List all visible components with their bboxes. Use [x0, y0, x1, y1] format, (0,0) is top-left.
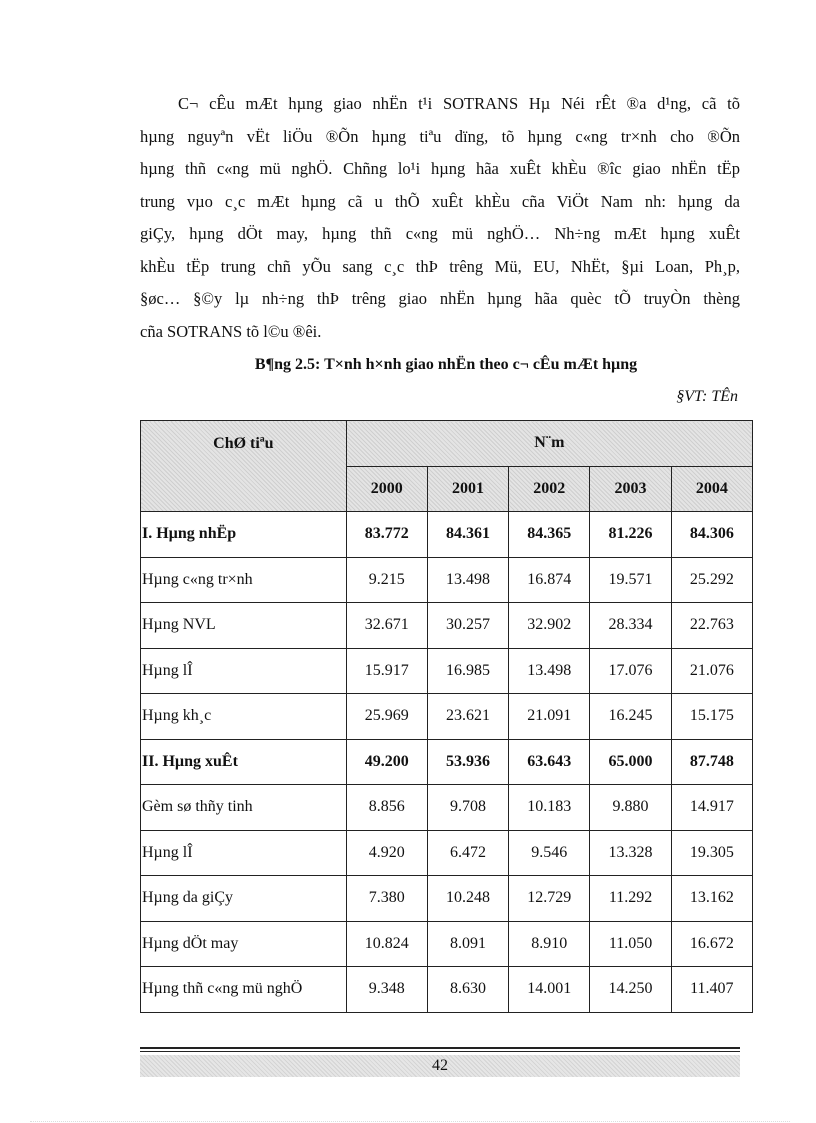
cell-value: 6.472 [427, 830, 508, 876]
header-year-group: N¨m [346, 421, 752, 467]
paragraph-line: hµng thñ c«ng mü nghÖ. Chñng lo¹i hµng hãa xuÊt khÈu ®îc giao nhËn tËp [140, 159, 740, 178]
cell-value: 11.407 [671, 967, 752, 1013]
table-row [141, 785, 753, 831]
cell-value: 16.874 [509, 557, 590, 603]
table-row [141, 648, 753, 694]
cell-value: 10.248 [427, 876, 508, 922]
cell-value: 9.215 [346, 557, 427, 603]
paragraph-line: §øc… §©y lµ nh÷ng thÞ trêng giao nhËn hµng hãa quèc tÕ truyÒn thèng [140, 289, 740, 308]
cell-value: 13.498 [427, 557, 508, 603]
row-label: Hµng lÎ [141, 648, 347, 694]
row-label: Hµng kh¸c [141, 694, 347, 740]
cell-value: 11.050 [590, 921, 671, 967]
cell-value: 32.902 [509, 603, 590, 649]
row-label: Hµng dÖt may [141, 921, 347, 967]
table-row [141, 694, 753, 740]
row-label: Hµng lÎ [141, 830, 347, 876]
cell-value: 84.306 [671, 512, 752, 558]
row-label: Hµng NVL [141, 603, 347, 649]
row-label: Hµng thñ c«ng mü nghÖ [141, 967, 347, 1013]
table-row-group-import [141, 512, 753, 558]
cell-value: 14.001 [509, 967, 590, 1013]
header-year: 2003 [590, 466, 671, 512]
paragraph-line: hµng nguyªn vËt liÖu ®Õn hµng tiªu dïng, tõ hµng c«ng tr×nh cho ®Õn [140, 126, 740, 146]
cell-value: 8.910 [509, 921, 590, 967]
cell-value: 13.498 [509, 648, 590, 694]
cell-value: 32.671 [346, 603, 427, 649]
table-row [141, 876, 753, 922]
table-row-group-export [141, 739, 753, 785]
table-row [141, 603, 753, 649]
row-label: Gèm sø thñy tinh [141, 785, 347, 831]
header-indicator-label: ChØ tiªu [213, 435, 274, 452]
cell-value: 81.226 [590, 512, 671, 558]
cell-value: 7.380 [346, 876, 427, 922]
cell-value: 16.985 [427, 648, 508, 694]
footer-rule [140, 1047, 740, 1049]
cell-value: 14.250 [590, 967, 671, 1013]
cell-value: 16.672 [671, 921, 752, 967]
table-row [141, 921, 753, 967]
cell-value: 84.361 [427, 512, 508, 558]
cargo-structure-table [140, 420, 753, 1013]
cell-value: 23.621 [427, 694, 508, 740]
paragraph-line: trung vµo c¸c mÆt hµng cã u thÕ xuÊt khÈu cña ViÖt Nam nh: hµng da [140, 191, 740, 211]
cell-value: 30.257 [427, 603, 508, 649]
row-label: I. Hµng nhËp [141, 512, 347, 558]
header-year: 2001 [427, 466, 508, 512]
table-caption: B¶ng 2.5: T×nh h×nh giao nhËn theo c¬ cÊu mÆt hµng [254, 356, 638, 373]
cell-value: 9.880 [590, 785, 671, 831]
header-year: 2004 [671, 466, 752, 512]
table-row [141, 557, 753, 603]
cell-value: 8.091 [427, 921, 508, 967]
cell-value: 65.000 [590, 739, 671, 785]
cell-value: 9.348 [346, 967, 427, 1013]
cell-value: 22.763 [671, 603, 752, 649]
body-paragraph [140, 88, 740, 348]
table-row [141, 830, 753, 876]
cell-value: 16.245 [590, 694, 671, 740]
paragraph-line: khÈu tËp trung chñ yÕu sang c¸c thÞ trêng Mü, EU, NhËt, §µi Loan, Ph¸p, [140, 256, 740, 276]
cell-value: 49.200 [346, 739, 427, 785]
cell-value: 9.708 [427, 785, 508, 831]
cell-value: 14.917 [671, 785, 752, 831]
cell-value: 13.328 [590, 830, 671, 876]
header-year: 2002 [509, 466, 590, 512]
cell-value: 9.546 [509, 830, 590, 876]
cell-value: 87.748 [671, 739, 752, 785]
paragraph-line: C¬ cÊu mÆt hµng giao nhËn t¹i SOTRANS Hµ Néi rÊt ®a d¹ng, cã tõ [178, 94, 740, 113]
cell-value: 4.920 [346, 830, 427, 876]
page-footer [140, 1055, 740, 1077]
header-indicator [141, 421, 347, 512]
header-year: 2000 [346, 466, 427, 512]
unit-label: §VT: TÊn [676, 388, 738, 405]
cell-value: 12.729 [509, 876, 590, 922]
row-label: Hµng c«ng tr×nh [141, 557, 347, 603]
table-row [141, 967, 753, 1013]
cell-value: 63.643 [509, 739, 590, 785]
row-label: II. Hµng xuÊt [141, 739, 347, 785]
cell-value: 28.334 [590, 603, 671, 649]
paragraph-line: cña SOTRANS tõ l©u ®êi. [140, 321, 322, 341]
cell-value: 10.824 [346, 921, 427, 967]
page-number: 42 [432, 1057, 448, 1074]
cell-value: 13.162 [671, 876, 752, 922]
row-label: Hµng da giÇy [141, 876, 347, 922]
cell-value: 19.305 [671, 830, 752, 876]
cell-value: 8.630 [427, 967, 508, 1013]
cell-value: 25.969 [346, 694, 427, 740]
cell-value: 25.292 [671, 557, 752, 603]
footer-rule [140, 1051, 740, 1052]
cell-value: 8.856 [346, 785, 427, 831]
cell-value: 15.917 [346, 648, 427, 694]
cell-value: 21.076 [671, 648, 752, 694]
cell-value: 21.091 [509, 694, 590, 740]
cell-value: 17.076 [590, 648, 671, 694]
paragraph-line: giÇy, hµng dÖt may, hµng thñ c«ng mü nghÖ… Nh÷ng mÆt hµng xuÊt [140, 224, 740, 243]
cell-value: 11.292 [590, 876, 671, 922]
cell-value: 10.183 [509, 785, 590, 831]
cell-value: 83.772 [346, 512, 427, 558]
cell-value: 19.571 [590, 557, 671, 603]
cell-value: 84.365 [509, 512, 590, 558]
page-edge-divider [30, 1121, 790, 1122]
cell-value: 53.936 [427, 739, 508, 785]
cell-value: 15.175 [671, 694, 752, 740]
